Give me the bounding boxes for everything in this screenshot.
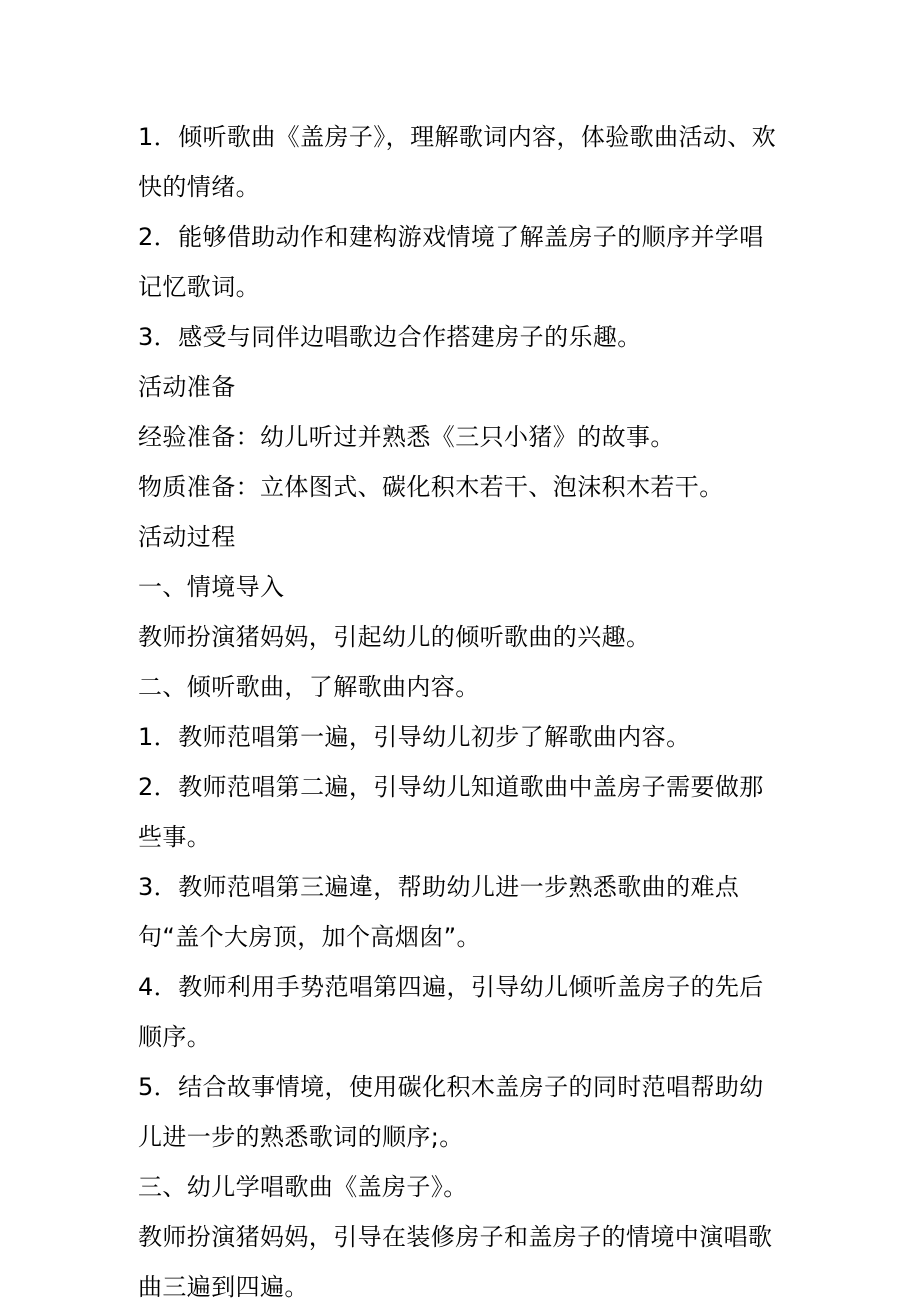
step-heading-1: 一、情境导入: [138, 573, 285, 601]
step-2-item-3: 3．教师范唱第三遍違，帮助幼儿进一步熟悉歌曲的难点句“盖个大房顶，加个高烟囱”。: [138, 873, 740, 951]
step-heading-3: 三、幼儿学唱歌曲《盖房子》。: [138, 1173, 468, 1201]
goal-2-text: 2．能够借助动作和建构游戏情境了解盖房子的顺序并学唱记忆歌词。: [138, 223, 764, 301]
goal-1-text: 1．倾听歌曲《盖房子》，理解歌词内容，体验歌曲活动、欢快的情绪。: [138, 123, 777, 201]
material-prep-text: 物质准备：立体图式、碳化积木若干、泡沫积木若干。: [138, 473, 724, 501]
step-2-item-4: 4．教师利用手势范唱第四遍，引导幼儿倾听盖房子的先后顺序。: [138, 973, 764, 1051]
step-1-text: 教师扮演猪妈妈，引起幼儿的倾听歌曲的兴趣。: [138, 623, 651, 651]
step-2-item-5: 5．结合故事情境，使用碳化积木盖房子的同时范唱帮助幼儿进一步的熟悉歌词的顺序;。: [138, 1073, 764, 1151]
section-heading-preparation: 活动准备: [138, 373, 236, 401]
section-heading-process: 活动过程: [138, 523, 236, 551]
document-body: [138, 112, 788, 1312]
step-2-item-1: 1．教师范唱第一遍，引导幼儿初步了解歌曲内容。: [138, 723, 691, 751]
experience-prep-text: 经验准备：幼儿听过并熟悉《三只小猪》的故事。: [138, 423, 675, 451]
step-3-text: 教师扮演猪妈妈，引导在装修房子和盖房子的情境中演唱歌曲三遍到四遍。: [138, 1223, 773, 1301]
goal-3-text: 3．感受与同伴边唱歌边合作搭建房子的乐趣。: [138, 323, 642, 351]
step-2-item-2: 2．教师范唱第二遍，引导幼儿知道歌曲中盖房子需要做那些事。: [138, 773, 764, 851]
step-heading-2: 二、倾听歌曲，了解歌曲内容。: [138, 673, 480, 701]
